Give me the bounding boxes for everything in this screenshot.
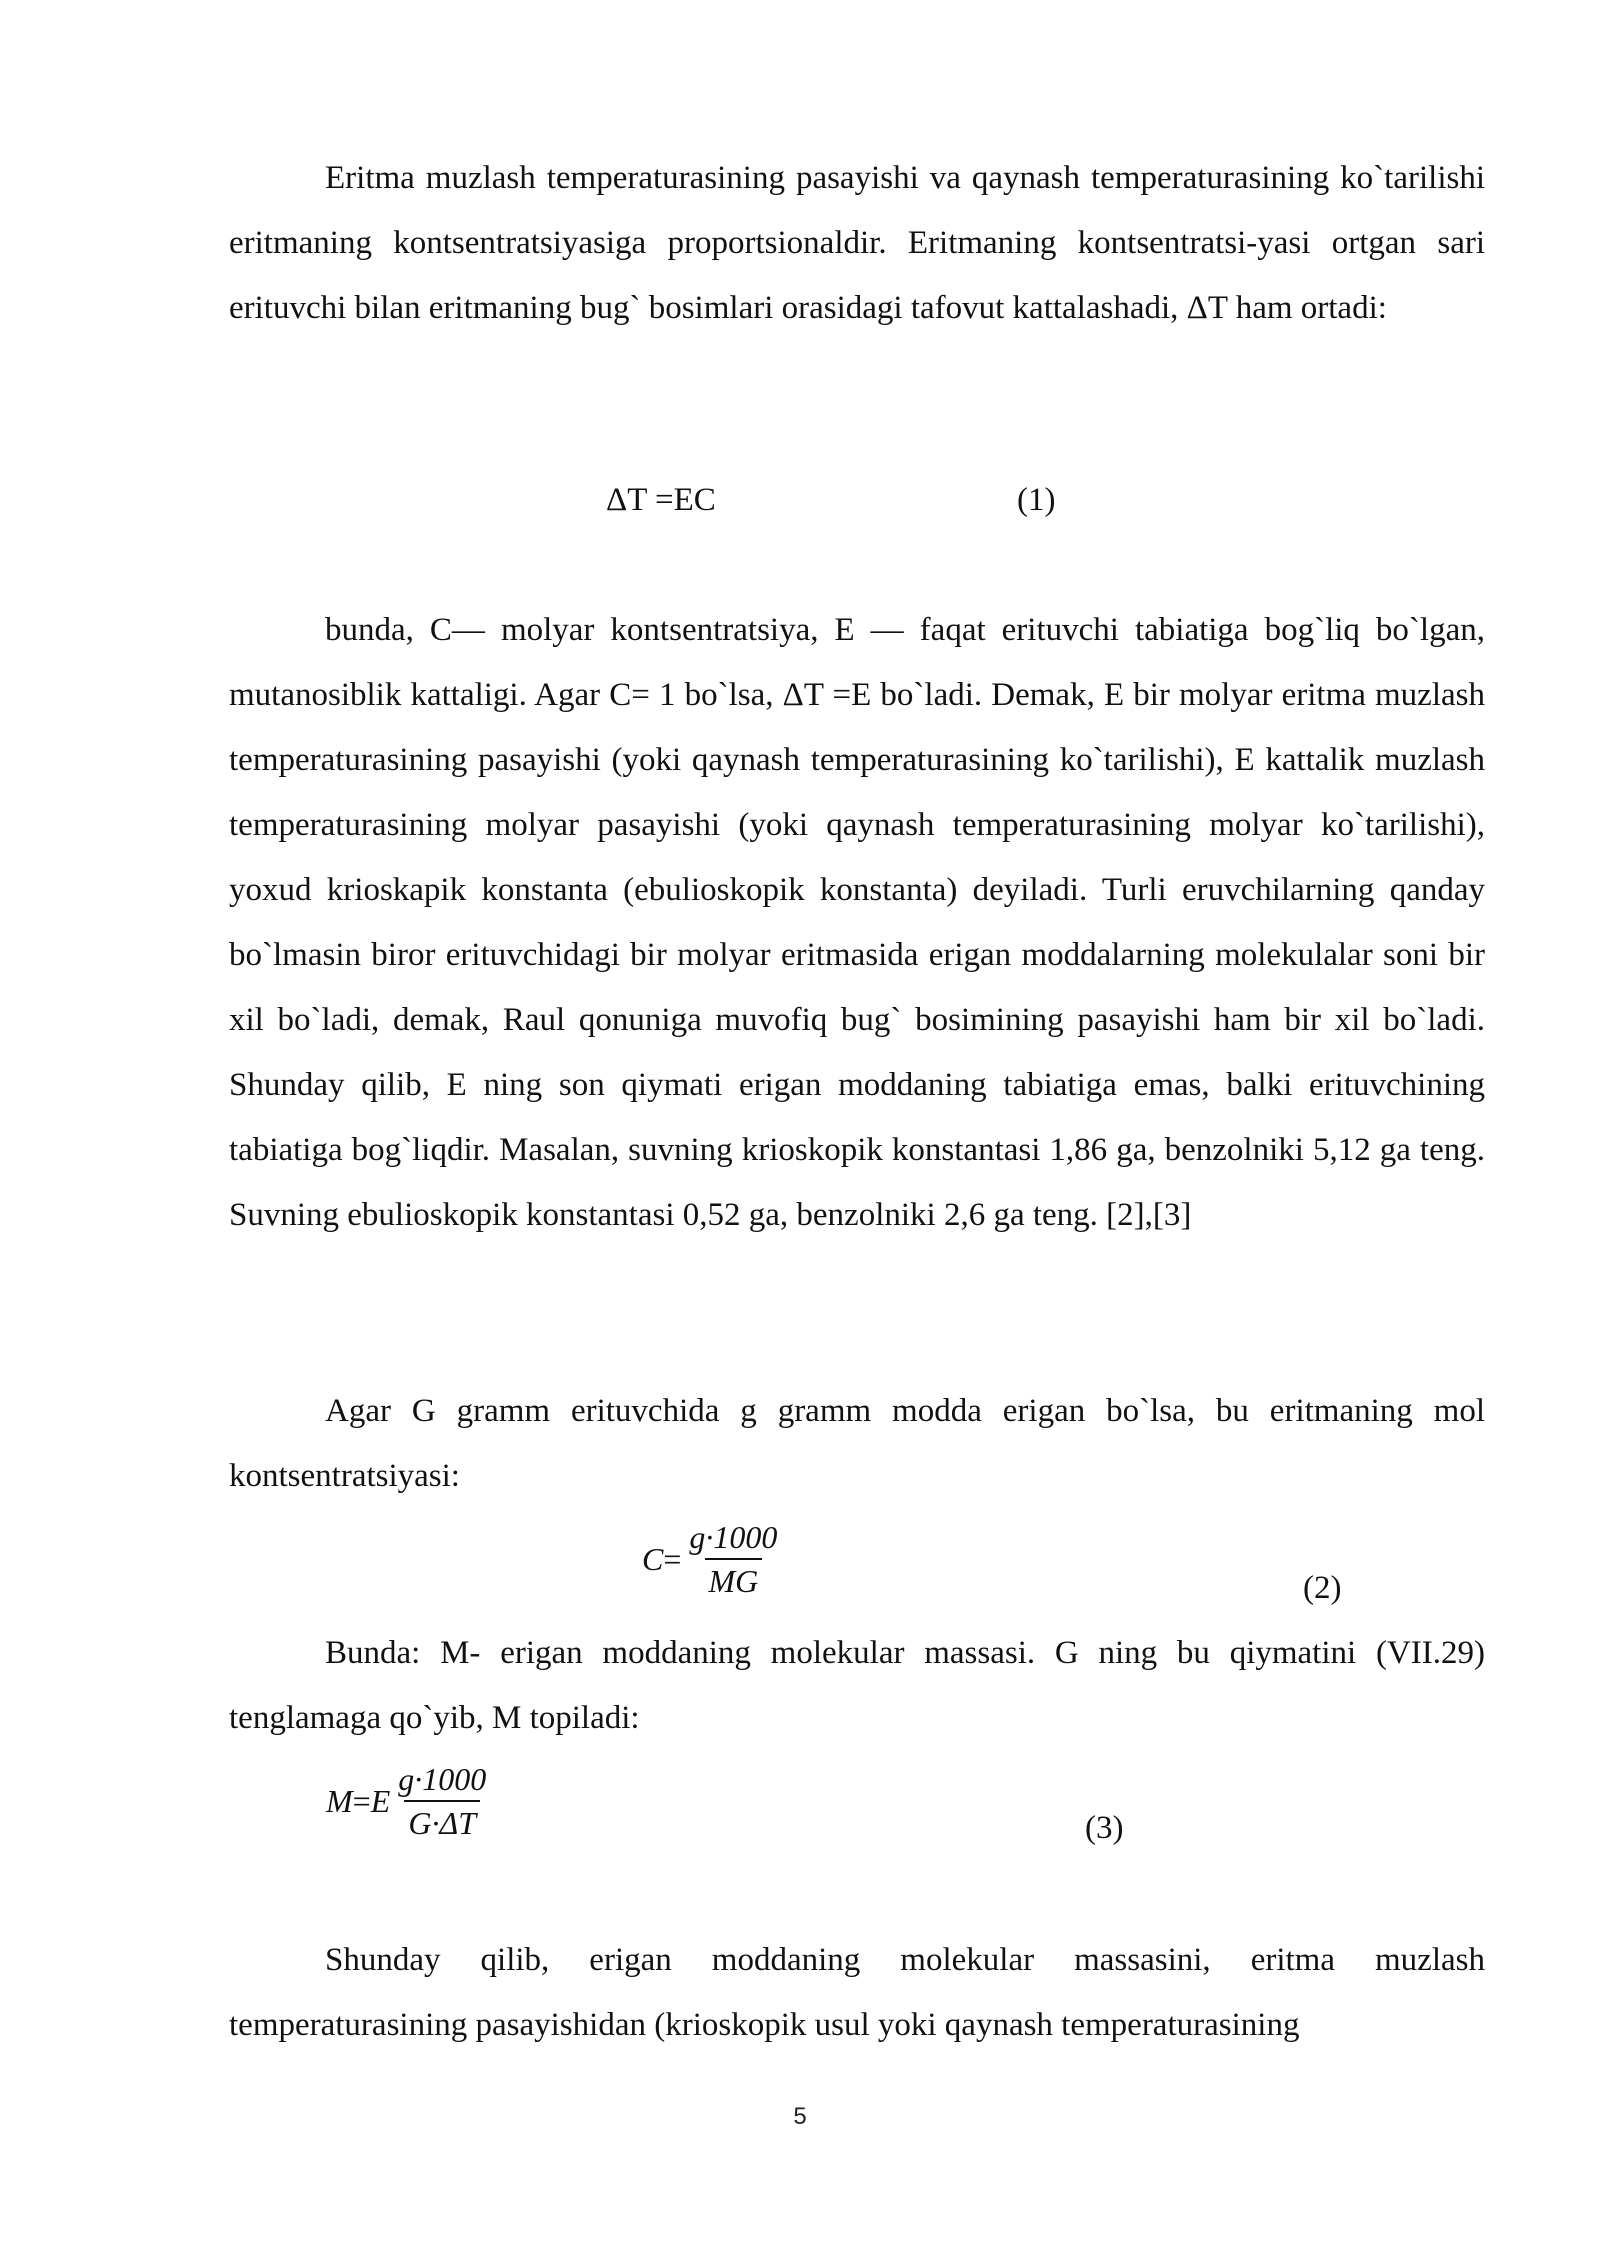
paragraph-conclusion: Shunday qilib, erigan moddaning molekular massasini, eritma muzlash temperaturasining pasayishidan (krioskopik usul yoki qaynash temperaturasining bbox=[229, 1942, 1485, 2043]
paragraph-freezing-boiling-intro: Eritma muzlash temperaturasining pasayishi va qaynash temperaturasining ko`tarilishi eritmaning kontsentratsiyasiga proportsionaldir. Eritmaning kontsentratsi-yasi ortgan sari erituvchi bilan eritmaning bug` bosimlari orasidagi tafovut kattalashadi, ΔT ham ortadi: bbox=[229, 160, 1485, 326]
equation-3 bbox=[326, 1760, 490, 1842]
paragraph-molecular-mass: Bunda: M- erigan moddaning molekular massasi. G ning bu qiymatini (VII.29) tenglamaga qo`yib, M topiladi: bbox=[229, 1635, 1485, 1736]
equation-2-fraction bbox=[685, 1518, 781, 1600]
equation-2-number: (2) bbox=[1303, 1570, 1342, 1606]
equation-3-equals: = bbox=[352, 1782, 371, 1819]
equation-1-number: (1) bbox=[1017, 482, 1056, 518]
equation-2-numerator: g·1000 bbox=[689, 1519, 778, 1555]
paragraph-mol-concentration-intro: Agar G gramm erituvchida g gramm modda erigan bo`lsa, bu eritmaning mol kontsentratsiyasi: bbox=[229, 1393, 1485, 1494]
equation-2-denominator: MG bbox=[705, 1558, 763, 1600]
equation-2 bbox=[642, 1518, 781, 1600]
equation-2-lhs: C bbox=[642, 1540, 664, 1577]
equation-3-coefficient: E bbox=[370, 1782, 391, 1819]
equation-1: ΔT =EC bbox=[606, 482, 716, 518]
equation-3-fraction bbox=[394, 1760, 490, 1842]
equation-3-number: (3) bbox=[1085, 1810, 1124, 1846]
equation-3-lhs: M bbox=[326, 1782, 353, 1819]
page-number: 5 bbox=[793, 2103, 807, 2130]
equation-2-equals: = bbox=[663, 1540, 682, 1577]
paragraph-constant-explanation: bunda, C— molyar kontsentratsiya, E — faqat erituvchi tabiatiga bog`liq bo`lgan, mutanosiblik kattaligi. Agar C= 1 bo`lsa, ΔT =E bo`ladi. Demak, E bir molyar eritma muzlash temperaturasining pasayishi (yoki qaynash temperaturasining ko`tarilishi), E kattalik muzlash temperaturasining molyar pasayishi (yoki qaynash temperaturasining molyar ko`tarilishi), yoxud krioskapik konstanta (ebulioskopik konstanta) deyiladi. Turli eruvchilarning qanday bo`lmasin biror erituvchidagi bir molyar eritmasida erigan moddalarning molekulalar soni bir xil bo`ladi, demak, Raul qonuniga muvofiq bug` bosimining pasayishi ham bir xil bo`ladi. Shunday qilib, E ning son qiymati erigan moddaning tabiatiga emas, balki erituvchining tabiatiga bog`liqdir. Masalan, suvning krioskopik konstantasi 1,86 ga, benzolniki 5,12 ga teng. Suvning ebulioskopik konstantasi 0,52 ga, benzolniki 2,6 ga teng. [2],[3] bbox=[229, 612, 1485, 1233]
equation-3-denominator: G·ΔT bbox=[404, 1800, 480, 1842]
equation-3-numerator: g·1000 bbox=[398, 1761, 487, 1797]
